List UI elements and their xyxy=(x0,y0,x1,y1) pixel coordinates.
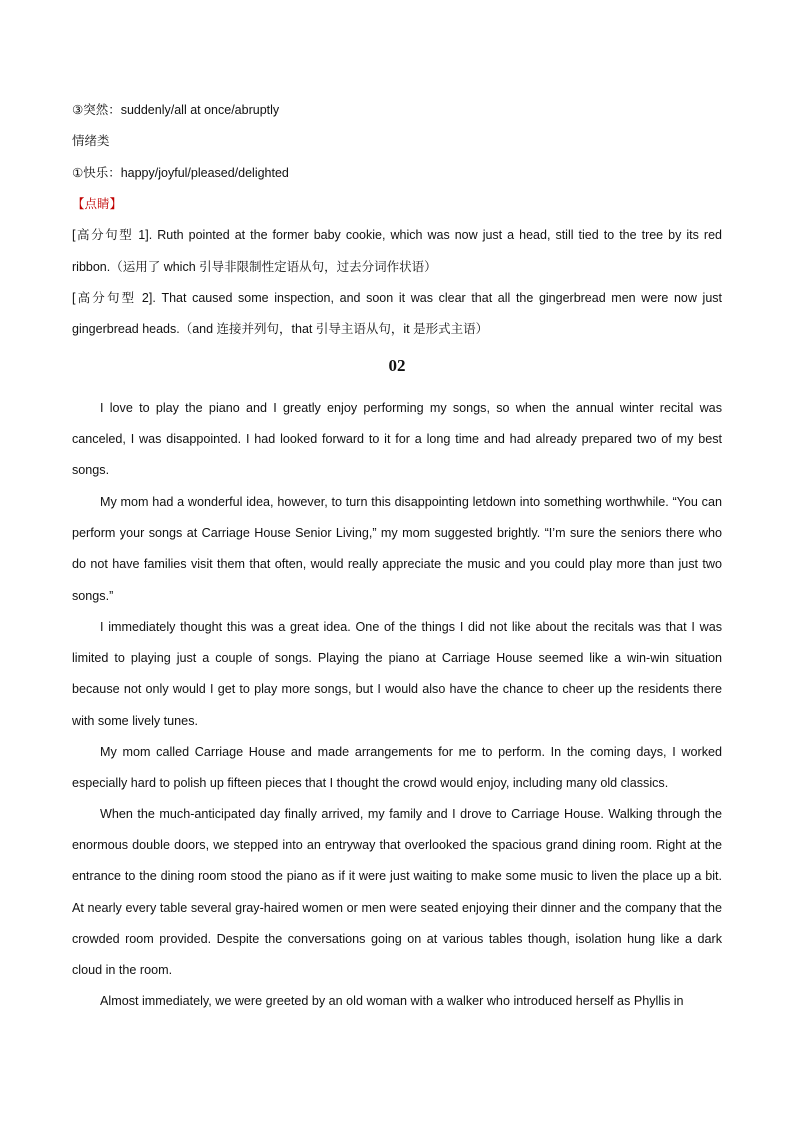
highlight-heading: 【点睛】 xyxy=(72,197,123,211)
vocab-category-emotion: 情绪类 xyxy=(72,134,110,148)
paragraph-2: My mom had a wonderful idea, however, to turn this disappointing letdown into something worthwhile. “You can perform your songs at Carriage House Senior Living,” my mom suggested brightly. “I’m sure the seniors there who do not have families visit them that often, would really appreciate the music and you could play more than just two songs.” xyxy=(72,495,722,603)
paragraph-3: I immediately thought this was a great idea. One of the things I did not like about the recitals was that I was limited to playing just a couple of songs. Playing the piano at Carriage House seemed like a win-win situation because not only would I get to play more songs, but I would also have the chance to cheer up the residents there with some lively tunes. xyxy=(72,620,722,728)
sentence-pattern-1-line-1: [高分句型 1]. Ruth pointed at the former baby cookie, which was now just a head, still tied to the tree by its red xyxy=(72,228,722,242)
paragraph-5: When the much-anticipated day finally arrived, my family and I drove to Carriage House. Walking through the enormous double doors, we stepped into an entryway that overlooked the spacious grand dining room. Right at the entrance to the dining room stood the piano as if it were just waiting to make some music to liven the place up a bit. At nearly every table several gray-haired women or men were seated enjoying their dinner and the company that the crowded room provided. Despite the conversations going on at various tables though, isolation hung like a dark cloud in the room. xyxy=(72,807,722,978)
paragraph-1: I love to play the piano and I greatly enjoy performing my songs, so when the annual winter recital was canceled, I was disappointed. I had looked forward to it for a long time and had already prepared two of my best songs. xyxy=(72,401,722,478)
paragraph-6: Almost immediately, we were greeted by an old woman with a walker who introduced herself as Phyllis in xyxy=(100,994,684,1008)
vocab-line-suddenly: ③突然：suddenly/all at once/abruptly xyxy=(72,103,280,117)
sentence-pattern-2-line-1: [高分句型 2]. That caused some inspection, and soon it was clear that all the gingerbread men were now just xyxy=(72,291,722,305)
sentence-pattern-1-line-2: ribbon.（运用了 which 引导非限制性定语从句，过去分词作状语） xyxy=(72,260,437,274)
section-number: 02 xyxy=(388,356,406,375)
sentence-pattern-2-line-2: gingerbread heads.（and 连接并列句，that 引导主语从句，it 是形式主语） xyxy=(72,322,489,336)
paragraph-4: My mom called Carriage House and made arrangements for me to perform. In the coming days, I worked especially hard to polish up fifteen pieces that I thought the crowd would enjoy, including many old classics. xyxy=(72,745,722,791)
vocab-line-happy: ①快乐：happy/joyful/pleased/delighted xyxy=(72,166,289,180)
